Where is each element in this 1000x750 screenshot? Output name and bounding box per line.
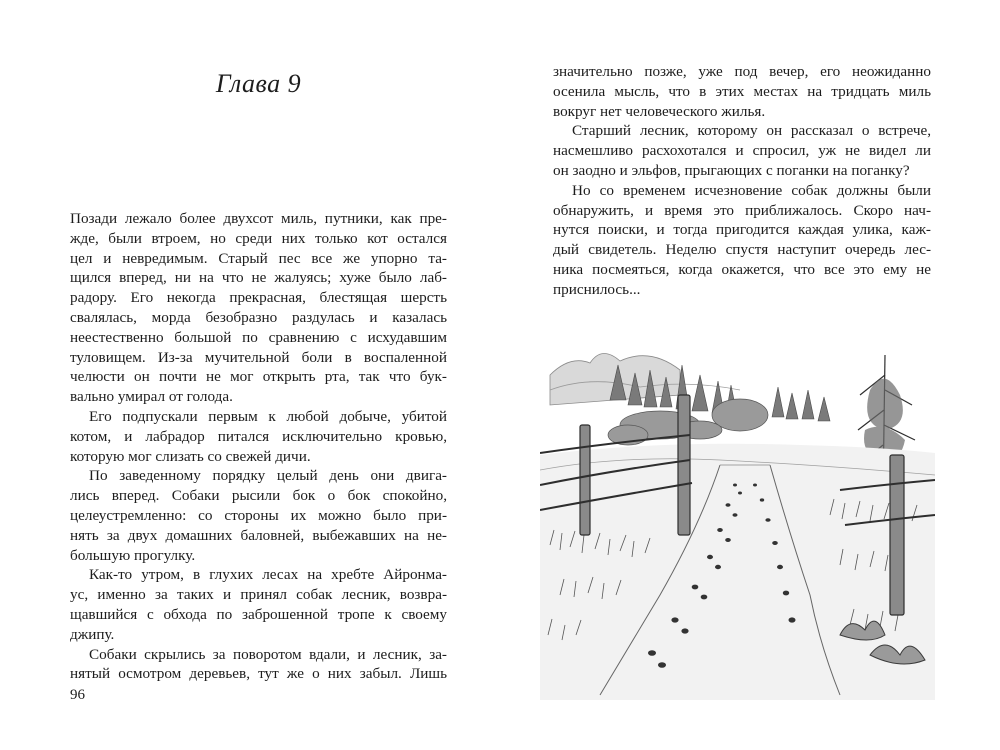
- text-line: Позади лежало более двухсот миль, путники, как пре-: [70, 210, 447, 227]
- text-line: насмешливо расхохотался и спросил, уж не видел ли: [553, 142, 931, 160]
- text-line: дый свидетель. Неделю спустя наступит очередь лес-: [553, 241, 931, 259]
- text-line: По заведенному порядку целый день они двига-: [89, 467, 447, 485]
- text-line: Но со временем исчезновение собак должны были: [572, 181, 931, 199]
- text-line: лись вперед. Собаки рысили бок о бок спокойно,: [70, 487, 447, 505]
- right-page-text: [553, 62, 931, 300]
- forest-path-sketch-icon: [540, 335, 935, 700]
- text-line: приснилось...: [553, 280, 641, 298]
- text-line: челюсти он почти не мог открыть рта, так что бук-: [70, 368, 447, 386]
- text-line: нутся поиски, и тогда пригодится каждая улика, каж-: [553, 221, 931, 239]
- text-line: Собаки скрылись за поворотом вдали, и лесник, за-: [89, 645, 447, 663]
- text-line: свалялась, морда безобразно раздулась и казалась: [70, 308, 447, 326]
- chapter-title: Глава 9: [215, 69, 302, 98]
- text-line: щавшийся с обхода по заброшенной тропе к своему: [70, 605, 447, 623]
- text-line: ника посмеяться, когда окажется, что все это ему не: [553, 260, 931, 278]
- text-line: котом, и лабрадор питался исключительно кровью,: [70, 427, 447, 445]
- forest-path-illustration: [540, 335, 935, 700]
- text-line: неестественно большой по сравнению с исхудавшим: [70, 328, 447, 346]
- left-page-text: [70, 209, 447, 684]
- text-line: Старший лесник, которому он рассказал о встрече,: [572, 122, 931, 140]
- text-line: значительно позже, уже под вечер, его неожиданно: [553, 63, 931, 80]
- text-line: вально умирал от голода.: [70, 388, 233, 406]
- text-line: жде, были втроем, но среди них только кот остался: [70, 229, 447, 247]
- text-line: он заодно и эльфов, прыгающих с поганки на поганку?: [553, 161, 910, 179]
- text-line: Его подпускали первым к любой добыче, убитой: [89, 407, 447, 425]
- page-number: 96: [70, 687, 85, 703]
- text-line: Как-то утром, в глухих лесах на хребте Айронма-: [89, 566, 447, 584]
- text-line: осенила мысль, что в этих местах на тридцать миль: [553, 82, 931, 100]
- text-line: нять за двух домашних баловней, выбежавших на не-: [70, 526, 447, 544]
- text-line: цел и невредимым. Старый пес все же упорно та-: [70, 249, 447, 267]
- text-line: обнаружить, и время это приближалось. Скоро нач-: [553, 201, 931, 219]
- text-line: которую мог слизать со свежей дичи.: [70, 447, 311, 465]
- text-line: целеустремленно: со стороны их можно было при-: [70, 506, 447, 524]
- text-line: нятый осмотром деревьев, тут же о них забыл. Лишь: [70, 665, 447, 683]
- text-line: вокруг нет человеческого жилья.: [553, 102, 766, 120]
- text-line: ус, именно за таких и принял собак лесник, возвра-: [70, 586, 447, 604]
- right-page: [500, 0, 1000, 750]
- text-line: джипу.: [70, 625, 115, 643]
- text-line: радору. Его некогда прекрасная, блестящая шерсть: [70, 289, 447, 307]
- text-line: щился вперед, ни на что не жалуясь; хуже было лаб-: [70, 269, 447, 287]
- text-line: туловищем. Из-за мучительной боли в воспаленной: [70, 348, 447, 366]
- text-line: большую прогулку.: [70, 546, 196, 564]
